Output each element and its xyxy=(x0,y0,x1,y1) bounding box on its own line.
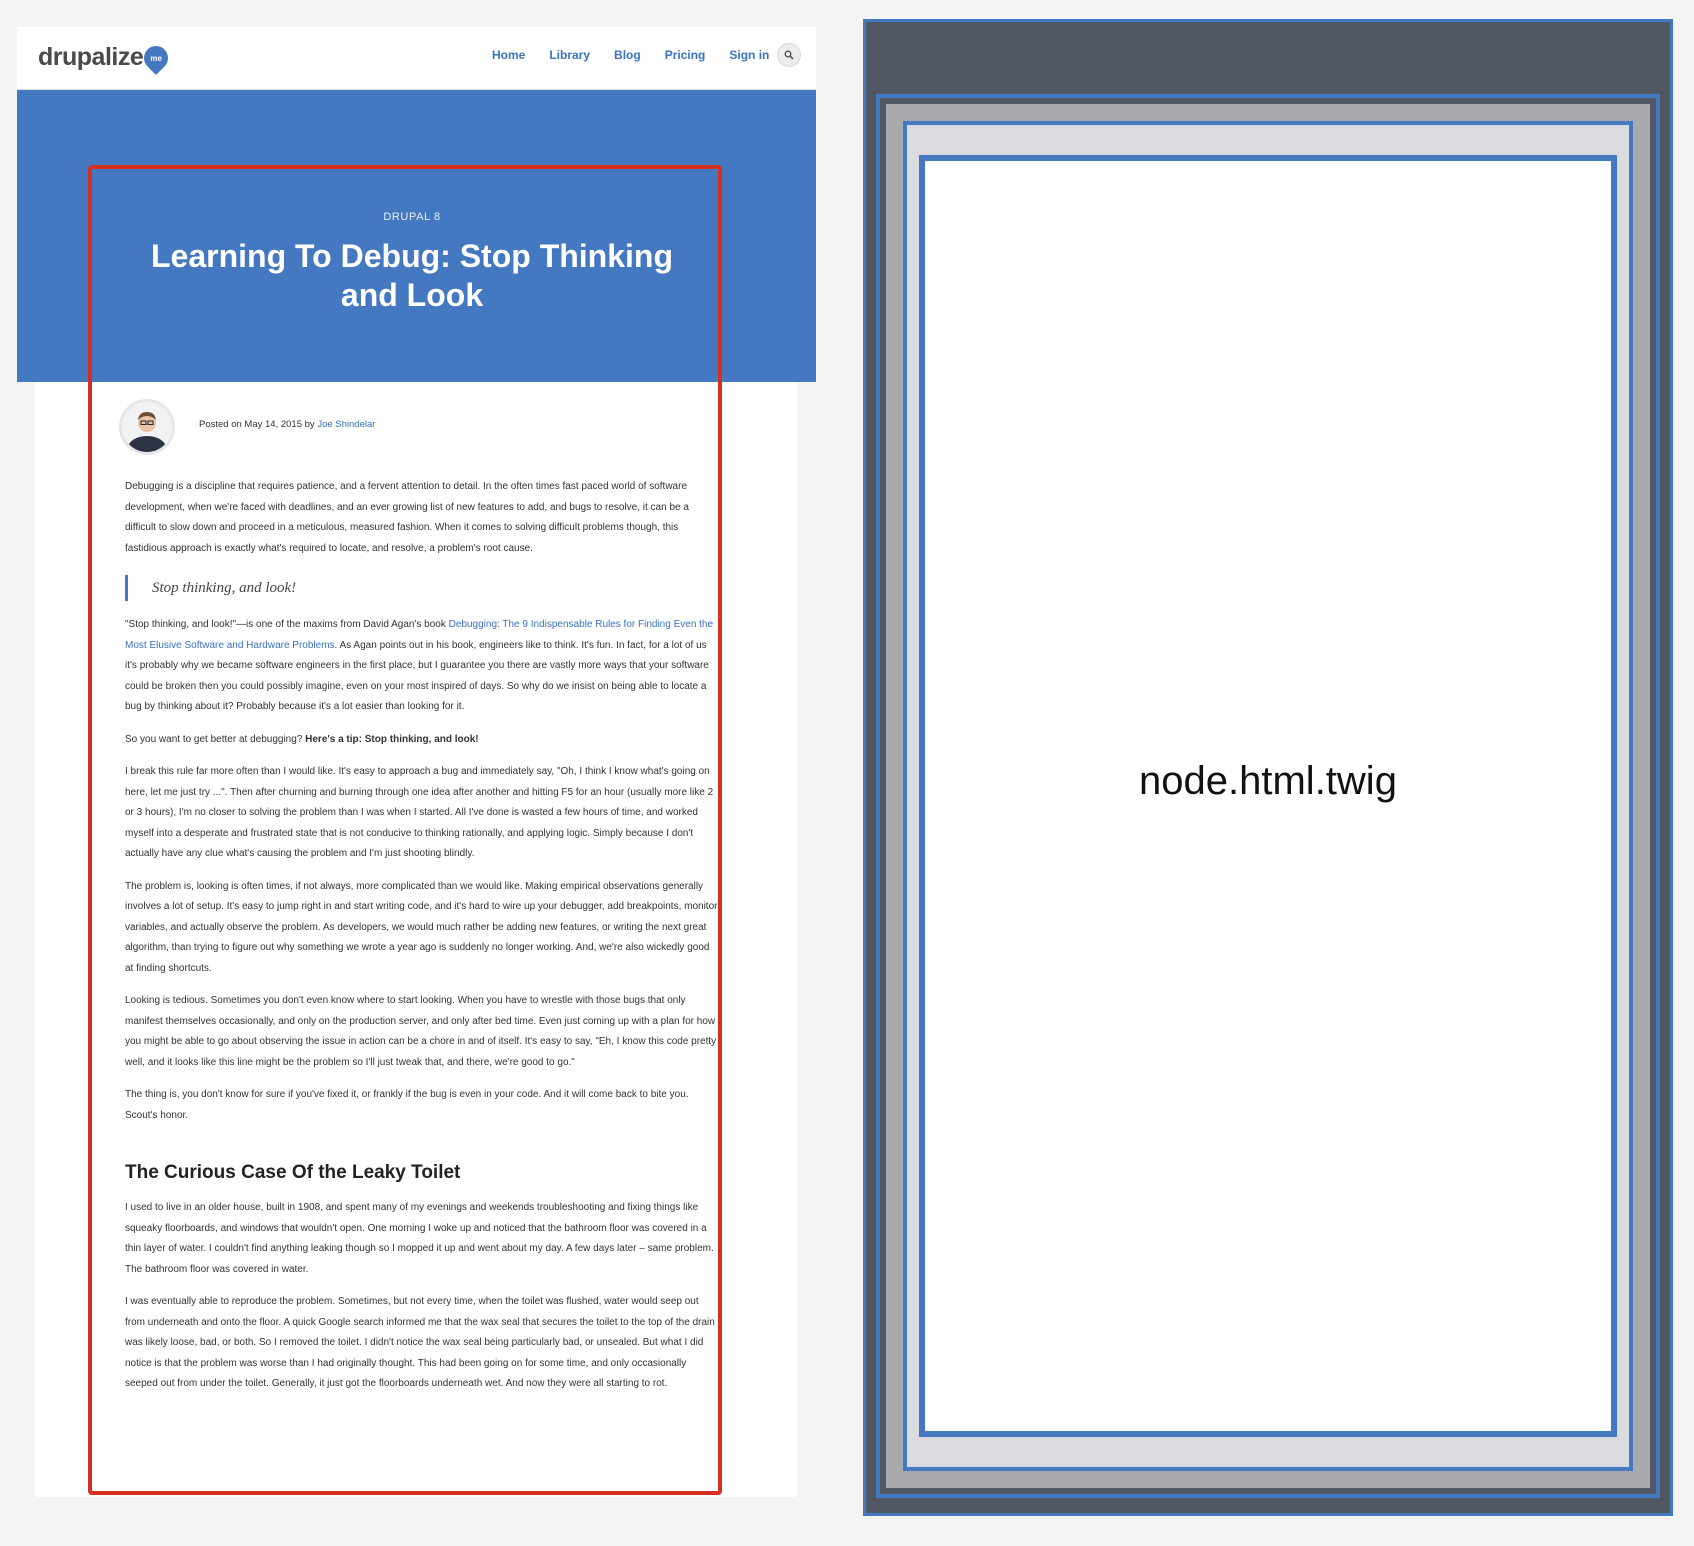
logo-badge: me xyxy=(150,53,163,63)
paragraph: The thing is, you don't know for sure if you've fixed it, or frankly if the bug is even in your code. And it will come back to bite you. Scout's honor. xyxy=(125,1089,689,1121)
search-icon xyxy=(784,50,794,60)
byline-date: Posted on May 14, 2015 by xyxy=(199,419,318,430)
nav-pricing[interactable]: Pricing xyxy=(664,48,706,62)
paragraph-text: . As Agan points out in his book, engineers like to think. It's fun. In fact, for a lot of us it's probably why we became software engineers in the first place, but I guarantee you there are vastly more ways that your software could be broken then you could possibly imagine, even on your most inspired of days. So why do we insist on being able to locate a bug by thinking about it? Probably because it's a lot easier than looking for it. xyxy=(125,639,709,712)
article-title: Learning To Debug: Stop Thinking and Look xyxy=(150,238,673,313)
article-category[interactable]: DRUPAL 8 xyxy=(383,211,441,223)
nav-sign-in[interactable]: Sign in xyxy=(729,48,770,62)
paragraph xyxy=(125,615,720,718)
page-region-box xyxy=(876,94,1660,1498)
blockquote: Stop thinking, and look! xyxy=(125,575,720,601)
paragraph-text: "Stop thinking, and look!"—is one of the maxims from David Agan's book xyxy=(125,619,449,630)
paragraph: I was eventually able to reproduce the problem. Sometimes, but not every time, when the toilet was flushed, water would seep out from underneath and onto the floor. A quick Google search informed me that the wax seal that secures the toilet to the top of the drain was likely loose, bad, or both. So I removed the toilet. I didn't notice the wax seal being particularly bad, or unsealed. But what I did notice is that the problem was worse than I had originally thought. This had been going on for some time, and only occasionally seeped out from under the toilet. Generally, it just got the floorboards underneath wet. And now they were all starting to rot. xyxy=(125,1296,715,1389)
logo-text: drupalize xyxy=(38,42,144,71)
logo-drop-icon xyxy=(139,41,173,75)
node-template-label: node.html.twig xyxy=(1139,758,1397,803)
author-link[interactable]: Joe Shindelar xyxy=(317,419,376,430)
author-avatar[interactable] xyxy=(119,399,175,455)
paragraph: I break this rule far more often than I would like. It's easy to approach a bug and immediately say, "Oh, I think I know what's going on here, let me just try ...". Then after churning and burning through one idea after another and hitting F5 for an hour (usually more like 2 or 3 hours), I'm no closer to solving the problem than I was when I started. All I've done is wasted a few hours of time, and worked myself into a desperate and frustrated state that is not conducive to thinking rationally, and applying logic. Simply because I don't actually have any clue what's causing the problem and I'm just shooting blindly. xyxy=(125,766,714,859)
paragraph: Debugging is a discipline that requires patience, and a fervent attention to detail. In the often times fast paced world of software development, when we're faced with deadlines, and an ever growing list of new features to add, and bugs to resolve, it can be a difficult to slow down and proceed in a meticulous, measured fashion. When it comes to solving difficult problems though, this fastidious approach is exactly what's required to locate, and resolve, a problem's root cause. xyxy=(125,481,689,554)
book-link[interactable]: Debugging: The 9 Indispensable Rules for Finding Even the Most Elusive Software and Hardware Problems xyxy=(125,619,714,651)
nav-blog[interactable]: Blog xyxy=(614,48,641,62)
paragraph: The problem is, looking is often times, if not always, more complicated than we would like. Making empirical observations generally involves a lot of setup. It's easy to jump right in and start writing code, and it's hard to wire up your debugger, add breakpoints, monitor variables, and actually observe the problem. As developers, we would much rather be adding new features, or writing the next great algorithm, than trying to figure out why something we wrote a year ago is suddenly no longer working. And, we're also wickedly good at finding shortcuts. xyxy=(125,880,718,974)
paragraph: Looking is tedious. Sometimes you don't even know where to start looking. When you have to wrestle with those bugs that only manifest themselves occasionally, and only on the production server, and only after bed time. Even just coming up with a plan for how you might be able to go about observing the issue in action can be a chore in and of itself. It's easy to say, "Eh, I know this code pretty well, and it looks like this line might be the problem so I'll just tweak that, and there, we're good to go." xyxy=(125,995,717,1068)
paragraph xyxy=(125,730,720,751)
region-box xyxy=(886,104,1650,1488)
nav-library[interactable]: Library xyxy=(549,48,591,62)
paragraph-text: So you want to get better at debugging? xyxy=(125,733,306,745)
search-button[interactable] xyxy=(777,43,801,67)
post-byline xyxy=(199,419,375,430)
paragraph: I used to live in an older house, built in 1908, and spent many of my evenings and weekends troubleshooting and fixing things like squeaky floorboards, and windows that wouldn't open. One morning I woke up and noticed that the bathroom floor was covered in a thin layer of water. I couldn't find anything leaking though so I mopped it up and went about my day. A few days later – same problem. The bathroom floor was covered in water. xyxy=(125,1202,714,1275)
site-logo[interactable] xyxy=(38,40,168,74)
section-heading: The Curious Case Of the Leaky Toilet xyxy=(125,1162,461,1183)
node-template-box xyxy=(919,155,1617,1437)
article-screenshot xyxy=(17,27,816,1497)
main-nav xyxy=(492,45,793,65)
site-header xyxy=(17,27,816,90)
tip-text: Here's a tip: Stop thinking, and look! xyxy=(305,733,479,745)
article-body xyxy=(125,477,720,1407)
article xyxy=(92,167,732,1497)
author-photo-icon xyxy=(122,402,172,452)
block-box xyxy=(903,121,1633,1471)
nav-home[interactable]: Home xyxy=(492,48,526,62)
template-diagram xyxy=(863,19,1673,1516)
